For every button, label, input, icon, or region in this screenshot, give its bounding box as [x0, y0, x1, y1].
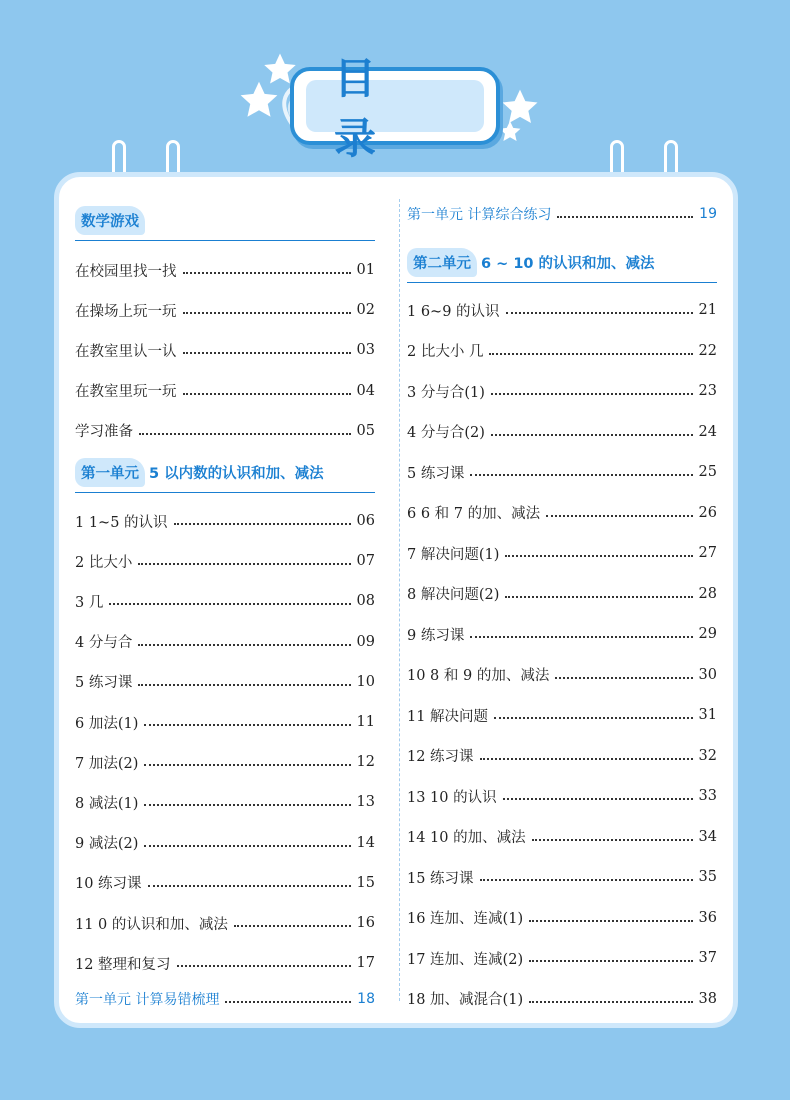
dot-leader	[144, 724, 350, 726]
toc-entry[interactable]	[75, 911, 375, 935]
toc-entry-label: 3 分与合(1)	[407, 384, 485, 401]
toc-entry-label: 12 整理和复习	[75, 956, 171, 973]
toc-entry-page: 14	[356, 834, 375, 851]
toc-entry-label: 10 练习课	[75, 876, 142, 893]
toc-entry-page: 35	[698, 869, 717, 885]
toc-entry-page: 18	[357, 991, 375, 1007]
dot-leader	[529, 1001, 692, 1003]
toc-entry-page: 34	[698, 828, 717, 845]
toc-entry-page: 25	[698, 464, 717, 480]
dot-leader	[491, 434, 693, 436]
toc-entry-page: 23	[698, 383, 717, 399]
toc-entry-label: 17 连加、连减(2)	[407, 951, 524, 968]
dot-leader	[138, 563, 350, 565]
dot-leader	[557, 216, 693, 218]
dot-leader	[148, 885, 351, 887]
toc-entry[interactable]	[407, 202, 717, 226]
toc-entry-page: 12	[356, 754, 375, 771]
toc-entry[interactable]	[75, 549, 375, 573]
toc-entry-page: 38	[698, 990, 717, 1007]
dot-leader	[139, 433, 351, 435]
toc-entry[interactable]	[407, 946, 717, 970]
dot-leader	[144, 804, 350, 806]
toc-entry[interactable]	[75, 670, 375, 694]
toc-entry[interactable]	[75, 338, 375, 362]
toc-entry-page: 08	[356, 593, 375, 610]
dot-leader	[138, 644, 350, 646]
toc-entry[interactable]	[407, 298, 717, 322]
dot-leader	[506, 312, 693, 314]
toc-entry-page: 05	[356, 422, 375, 439]
toc-entry-label: 5 练习课	[75, 675, 133, 692]
toc-entry-page: 37	[698, 950, 717, 966]
toc-entry-label: 12 练习课	[407, 749, 474, 765]
toc-entry[interactable]	[407, 622, 717, 646]
dot-leader	[144, 764, 350, 766]
toc-entry[interactable]	[407, 663, 717, 687]
dot-leader	[174, 523, 351, 525]
dot-leader	[183, 352, 351, 354]
toc-entry-label: 1 1~5 的认识	[75, 514, 168, 531]
toc-entry-page: 06	[356, 513, 375, 529]
toc-entry-page: 16	[356, 915, 375, 931]
toc-entry[interactable]	[407, 703, 717, 727]
toc-entry[interactable]	[75, 790, 375, 814]
toc-entry-label: 2 比大小	[75, 554, 133, 571]
dot-leader	[489, 353, 692, 355]
toc-entry-label: 6 6 和 7 的加、减法	[407, 506, 541, 522]
section-subtitle: 5 以内数的认识和加、减法	[149, 465, 324, 482]
dot-leader	[546, 515, 692, 517]
section-header-unit1	[75, 457, 375, 487]
toc-entry[interactable]	[407, 744, 717, 768]
dot-leader	[183, 312, 351, 314]
dot-leader	[177, 965, 351, 967]
toc-entry-page: 15	[356, 874, 375, 891]
dot-leader	[470, 636, 692, 638]
section-header-unit2	[407, 247, 717, 277]
toc-entry-label: 第一单元 计算综合练习	[407, 207, 552, 223]
toc-entry-label: 9 练习课	[407, 627, 465, 644]
toc-entry[interactable]	[75, 258, 375, 282]
dot-leader	[555, 677, 692, 679]
toc-entry-label: 第一单元 计算易错梳理	[75, 992, 220, 1008]
toc-entry-label: 在教室里认一认	[75, 343, 177, 360]
toc-entry-label: 4 分与合(2)	[407, 425, 485, 441]
toc-entry-page: 07	[356, 553, 375, 570]
toc-entry-page: 33	[698, 788, 717, 804]
dot-leader	[532, 839, 693, 841]
toc-entry[interactable]	[75, 298, 375, 322]
toc-entry-page: 36	[698, 909, 717, 926]
dot-leader	[529, 920, 692, 922]
toc-entry-page: 22	[698, 342, 717, 359]
toc-entry-label: 10 8 和 9 的加、减法	[407, 668, 550, 684]
toc-card	[54, 172, 738, 1028]
toc-entry-page: 28	[698, 585, 717, 602]
toc-entry[interactable]	[407, 906, 717, 930]
dot-leader	[480, 758, 693, 760]
dot-leader	[234, 925, 351, 927]
toc-entry[interactable]	[75, 710, 375, 734]
toc-entry[interactable]	[407, 784, 717, 808]
toc-entry-page: 11	[356, 714, 375, 730]
toc-entry[interactable]	[75, 951, 375, 975]
section-underline	[75, 492, 375, 493]
toc-entry[interactable]	[75, 987, 375, 1011]
dot-leader	[480, 879, 693, 881]
star-icon	[498, 120, 522, 144]
column-divider	[399, 199, 400, 1001]
dot-leader	[494, 717, 692, 719]
section-badge: 第一单元	[75, 458, 145, 487]
toc-entry-page: 29	[698, 626, 717, 642]
toc-entry[interactable]	[407, 501, 717, 525]
section-header-games	[75, 205, 375, 235]
toc-entry-label: 在校园里找一找	[75, 263, 177, 280]
section-underline	[75, 240, 375, 241]
toc-entry-label: 6 加法(1)	[75, 715, 139, 732]
dot-leader	[505, 596, 692, 598]
toc-entry[interactable]	[75, 379, 375, 403]
toc-entry-label: 7 解决问题(1)	[407, 546, 500, 563]
toc-entry-label: 5 练习课	[407, 465, 465, 482]
toc-entry-page: 26	[698, 504, 717, 521]
toc-entry[interactable]	[407, 865, 717, 889]
toc-entry[interactable]	[407, 582, 717, 606]
toc-entry-label: 1 6~9 的认识	[407, 303, 500, 320]
toc-entry[interactable]	[75, 831, 375, 855]
toc-entry-label: 在教室里玩一玩	[75, 384, 177, 401]
dot-leader	[470, 474, 692, 476]
section-badge: 数学游戏	[75, 206, 145, 235]
toc-entry-page: 24	[698, 423, 717, 440]
toc-entry-label: 13 10 的认识	[407, 789, 497, 806]
toc-entry[interactable]	[75, 509, 375, 533]
dot-leader	[138, 684, 350, 686]
toc-entry-page: 32	[698, 747, 717, 764]
toc-entry[interactable]	[75, 750, 375, 774]
toc-entry-page: 17	[356, 955, 375, 972]
toc-entry[interactable]	[407, 987, 717, 1011]
section-badge: 第二单元	[407, 248, 477, 277]
toc-entry-label: 9 减法(2)	[75, 836, 139, 853]
toc-entry[interactable]	[75, 589, 375, 613]
dot-leader	[505, 555, 692, 557]
dot-leader	[183, 393, 351, 395]
toc-entry-page: 13	[356, 794, 375, 811]
toc-entry-label: 学习准备	[75, 424, 133, 441]
toc-entry-page: 09	[356, 633, 375, 650]
dot-leader	[225, 1001, 351, 1003]
toc-entry-label: 15 练习课	[407, 870, 474, 887]
toc-entry-label: 8 解决问题(2)	[407, 587, 500, 603]
dot-leader	[503, 798, 693, 800]
toc-entry-label: 3 几	[75, 594, 104, 611]
toc-entry-page: 04	[356, 382, 375, 399]
toc-entry-label: 4 分与合	[75, 635, 133, 652]
toc-entry-page: 01	[356, 262, 375, 278]
section-underline	[407, 282, 717, 283]
dot-leader	[144, 845, 350, 847]
toc-entry-label: 14 10 的加、减法	[407, 830, 526, 846]
dot-leader	[183, 272, 351, 274]
toc-entry[interactable]	[407, 420, 717, 444]
toc-entry[interactable]	[75, 871, 375, 895]
toc-entry-page: 27	[698, 545, 717, 561]
toc-entry-page: 31	[698, 707, 717, 723]
toc-entry[interactable]	[407, 339, 717, 363]
toc-entry-label: 16 连加、连减(1)	[407, 911, 524, 927]
toc-entry-page: 10	[356, 673, 375, 690]
toc-entry[interactable]	[407, 541, 717, 565]
toc-entry[interactable]	[75, 630, 375, 654]
toc-entry-label: 在操场上玩一玩	[75, 303, 177, 320]
toc-entry-label: 11 解决问题	[407, 708, 489, 725]
toc-entry-page: 02	[356, 302, 375, 319]
toc-entry-page: 03	[356, 342, 375, 359]
toc-entry[interactable]	[407, 460, 717, 484]
toc-entry[interactable]	[407, 825, 717, 849]
dot-leader	[491, 393, 693, 395]
section-subtitle: 6 ~ 10 的认识和加、减法	[481, 255, 655, 272]
toc-entry-page: 19	[699, 206, 717, 222]
dot-leader	[529, 960, 692, 962]
toc-entry-page: 21	[698, 302, 717, 318]
toc-entry-label: 2 比大小 几	[407, 344, 484, 360]
toc-entry-label: 18 加、减混合(1)	[407, 992, 524, 1008]
toc-entry-label: 7 加法(2)	[75, 755, 139, 772]
toc-entry[interactable]	[407, 379, 717, 403]
toc-entry[interactable]	[75, 419, 375, 443]
title-box	[290, 54, 500, 163]
toc-entry-page: 30	[698, 666, 717, 683]
toc-entry-label: 8 减法(1)	[75, 795, 139, 812]
dot-leader	[109, 603, 350, 605]
toc-entry-label: 11 0 的认识和加、减法	[75, 916, 228, 933]
page-title: 目 录	[334, 54, 405, 163]
